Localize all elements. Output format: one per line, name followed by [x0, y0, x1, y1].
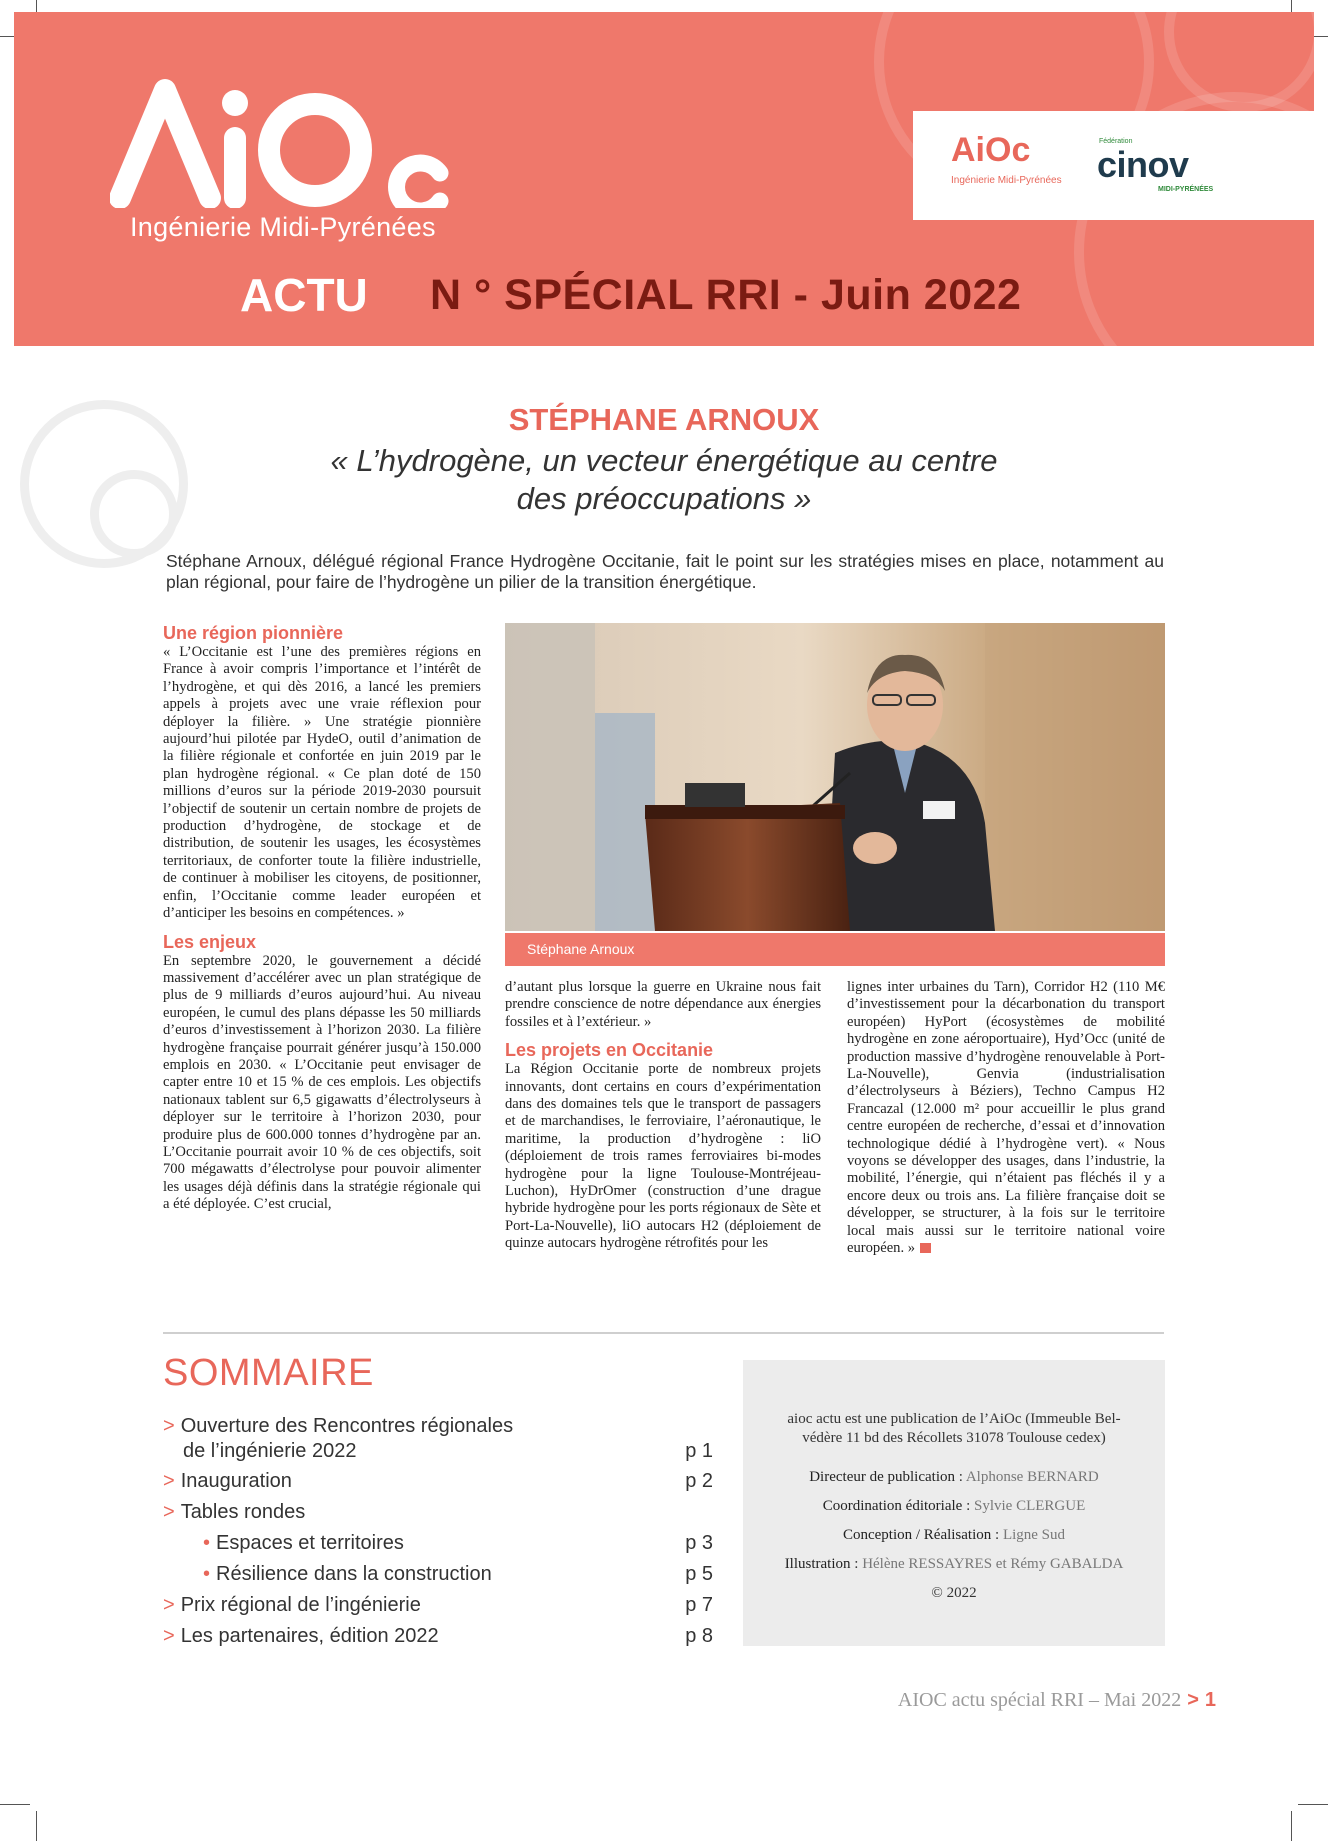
cinov-subtitle: MIDI-PYRÉNÉES	[1158, 186, 1214, 193]
toc-page: p 5	[685, 1563, 713, 1585]
section-body: En septembre 2020, le gouvernement a décidé massivement d’accélérer avec un plan stratégique de plus de 9 milliards d’euros aujourd’hui. Au niveau européen, le cumul des plans dépasse les 50 milliards d’euros d’investissement à l’horizon 2030. La filière hydrogène française pourrait générer jusqu’à 150.000 emplois en 2030. « L’Occitanie peut envisager de capter entre 10 et 15 % de ces emplois. Les objectifs nationaux tablent sur 6,5 gigawatts d’électrolyseurs à déployer sur le territoire à l’horizon 2030, pour produire plus de 600.000 tonnes d’hydrogène par an. L’Occitanie pourrait avoir 10 % de ces objectifs, soit 700 mégawatts d’électrolyse pour pouvoir alimenter les usages déjà définis dans la stratégie régionale qui a été déployée. C’est crucial,	[163, 952, 481, 1213]
toc-page: p 2	[685, 1470, 713, 1492]
actu-label: ACTU	[240, 269, 368, 321]
section-body-text: lignes inter urbaines du Tarn), Corridor H2 (110 M€ d’investissement pour la décarbonation du transport européen) HyPort (écosystèmes de mobilité hydrogène en zone aéroportuaire), Hyd’Occ (unité de production massive d’hydrogène renouvelable à Port-La-Nouvelle), Genvia (industrialisation d’électrolyseurs à Béziers), Techno Campus H2 Francazal (12.000 m² pour accueillir le plus grand centre européen de recherche, d’essai et d’innovation technologique dédié à l’hydrogène vert). « Nous voyons se développer des usages, dans l’industrie, la mobilité, l’énergie, qui n’étaient pas fléchés il y a encore deux ou trois ans. La filière française doit se développer, se structurer, à la fois sur le territoire local mais aussi sur le territoire national voire européen. »	[847, 979, 1165, 1257]
colophon-label: Conception / Réalisation	[842, 1527, 992, 1543]
sommaire-title: SOMMAIRE	[163, 1352, 374, 1394]
colophon	[743, 1360, 1165, 1646]
colophon-copyright: © 2022	[931, 1585, 977, 1601]
colophon-value: Alphonse BERNARD	[965, 1469, 1099, 1485]
colophon-value: Hélène RESSAYRES et Rémy GABALDA	[862, 1556, 1124, 1572]
toc-arrow-icon: >	[163, 1470, 175, 1492]
toc-subitem[interactable]	[163, 1528, 713, 1559]
section-body	[847, 979, 1165, 1258]
quote-line: « L’hydrogène, un vecteur énergétique au centre	[330, 443, 998, 478]
article-quote	[0, 442, 1328, 518]
footer-separator: >	[1187, 1689, 1199, 1711]
article-lead: Stéphane Arnoux, délégué régional France Hydrogène Occitanie, fait le point sur les stratégies mises en place, notamment au plan régional, pour faire de l’hydrogène un pilier de la transition énergétique.	[166, 551, 1164, 592]
quote-line: des préoccupations »	[516, 481, 812, 516]
colophon-label: Illustration	[784, 1556, 851, 1572]
colophon-design: Conception / Réalisation : Ligne Sud	[842, 1527, 1066, 1543]
aioc-logo-text: AiOc	[110, 78, 113, 79]
aioc-small-logo: AiOc	[951, 131, 1031, 169]
page-footer	[898, 1689, 1216, 1712]
section-heading: Une région pionnière	[163, 623, 344, 643]
colophon-publication	[743, 1410, 1165, 1448]
footer-text: AIOC actu spécial RRI – Mai 2022	[897, 1689, 1182, 1711]
toc-arrow-icon: >	[163, 1594, 175, 1616]
toc-label: Espaces et territoires	[216, 1532, 404, 1554]
divider	[163, 1332, 1164, 1334]
toc-page: p 8	[685, 1625, 713, 1647]
toc-label: de l’ingénierie 2022	[183, 1440, 357, 1462]
colophon-line: aioc actu est une publication de l’AiOc (Immeuble Bel-	[787, 1411, 1121, 1427]
aioc-logo	[110, 78, 470, 208]
colophon-value: Ligne Sud	[1002, 1527, 1066, 1543]
cinov-prefix: Fédération	[1099, 138, 1133, 145]
colophon-label: Directeur de publication	[809, 1469, 955, 1485]
aioc-small-subtitle: Ingénierie Midi-Pyrénées	[951, 175, 1062, 186]
colophon-line: védère 11 bd des Récollets 31078 Toulouse cedex)	[802, 1430, 1106, 1446]
toc-arrow-icon: >	[163, 1625, 175, 1647]
colophon-director: Directeur de publication : Alphonse BERNARD	[809, 1469, 1099, 1485]
toc-label: Ouverture des Rencontres régionales	[180, 1415, 514, 1437]
issue-title: N ° SPÉCIAL RRI - Juin 2022	[430, 271, 1022, 319]
photo-caption-text: Stéphane Arnoux	[527, 941, 635, 957]
toc-bullet-icon: •	[203, 1563, 211, 1585]
section-body: d’autant plus lorsque la guerre en Ukraine nous fait prendre conscience de notre dépendance aux énergies fossiles et à l’extérieur. »	[505, 979, 821, 1030]
section-heading: Les enjeux	[163, 931, 257, 952]
photo-caption	[505, 933, 1165, 966]
end-of-article-mark	[920, 1243, 931, 1253]
crop-mark	[1298, 1804, 1328, 1805]
section-body: « L’Occitanie est l’une des premières régions en France à avoir compris l’importance et l’intérêt de l’hydrogène, et qui dès 2016, a lancé les premiers appels à projets avec une vraie réflexion pour déployer la filière. » Une stratégie pionnière aujourd’hui pilotée par HydeO, outil d’animation de la filière régionale et confortée en juin 2019 par le plan hydrogène régional. « Ce plan doté de 150 millions d’euros sur la période 2019-2030 poursuit l’objectif de soutenir un certain nombre de projets de production d’hydrogène, de stockage et de distribution, de soutenir les usages, les écosystèmes territoriaux, de conforter toute la filière industrielle, de continuer à mobiliser les citoyens, de positionner, enfin, l’Occitanie comme leader européen et d’anticiper les besoins en compétences. »	[163, 644, 481, 922]
cinov-logo: cinov	[1097, 144, 1189, 185]
colophon-label: Coordination éditoriale	[822, 1498, 963, 1514]
crop-mark	[1291, 1811, 1292, 1841]
page-number: 1	[1204, 1689, 1216, 1711]
toc-label: Résilience dans la construction	[216, 1563, 492, 1585]
colophon-value: Sylvie CLERGUE	[973, 1498, 1086, 1514]
section-heading: Les projets en Occitanie	[505, 1040, 714, 1061]
partner-logos	[913, 111, 1314, 220]
table-of-contents	[163, 1414, 713, 1652]
speaker-photo	[505, 623, 1165, 931]
colophon-illustration: Illustration : Hélène RESSAYRES et Rémy GABALDA	[784, 1556, 1124, 1572]
toc-subitem[interactable]	[163, 1559, 713, 1590]
crop-mark	[36, 1811, 37, 1841]
column-1	[163, 620, 481, 1214]
section-body: La Région Occitanie porte de nombreux projets innovants, dont certains en cours d’expérimentation dans des domaines tels que le transport de passagers et de marchandises, le ferroviaire, l’aéronautique, le maritime, la production d’hydrogène : liO (déploiement de trois rames ferroviaires bi-modes hydrogène pour la ligne Toulouse-Montréjeau-Luchon), HyDrOmer (construction d’une drague hybride hydrogène pour les ports régionaux de Sète et Port-La-Nouvelle), liO autocars H2 (déploiement de quinze autocars hydrogène rétrofités pour les	[505, 1061, 821, 1252]
toc-arrow-icon: >	[163, 1415, 175, 1437]
toc-item[interactable]	[163, 1414, 713, 1466]
toc-page: p 7	[685, 1594, 713, 1616]
toc-item[interactable]	[163, 1621, 713, 1652]
crop-mark	[0, 1804, 30, 1805]
toc-label: Prix régional de l’ingénierie	[180, 1594, 421, 1616]
colophon-coordination: Coordination éditoriale : Sylvie CLERGUE	[822, 1498, 1086, 1514]
toc-item[interactable]	[163, 1466, 713, 1497]
toc-label: Les partenaires, édition 2022	[180, 1625, 439, 1647]
gear-decoration-icon	[1164, 12, 1314, 112]
toc-label: Inauguration	[180, 1470, 292, 1492]
speaker-photo-illustration	[505, 623, 1165, 931]
toc-page: p 3	[685, 1532, 713, 1554]
article-author: STÉPHANE ARNOUX	[508, 402, 820, 437]
toc-bullet-icon: •	[203, 1532, 211, 1554]
toc-arrow-icon: >	[163, 1501, 175, 1523]
toc-item[interactable]	[163, 1497, 713, 1528]
column-2	[505, 979, 821, 1253]
toc-label: Tables rondes	[180, 1501, 306, 1523]
toc-page: p 1	[685, 1440, 713, 1462]
logo-subtitle: Ingénierie Midi-Pyrénées	[130, 212, 436, 242]
column-3	[847, 979, 1165, 1258]
toc-item[interactable]	[163, 1590, 713, 1621]
